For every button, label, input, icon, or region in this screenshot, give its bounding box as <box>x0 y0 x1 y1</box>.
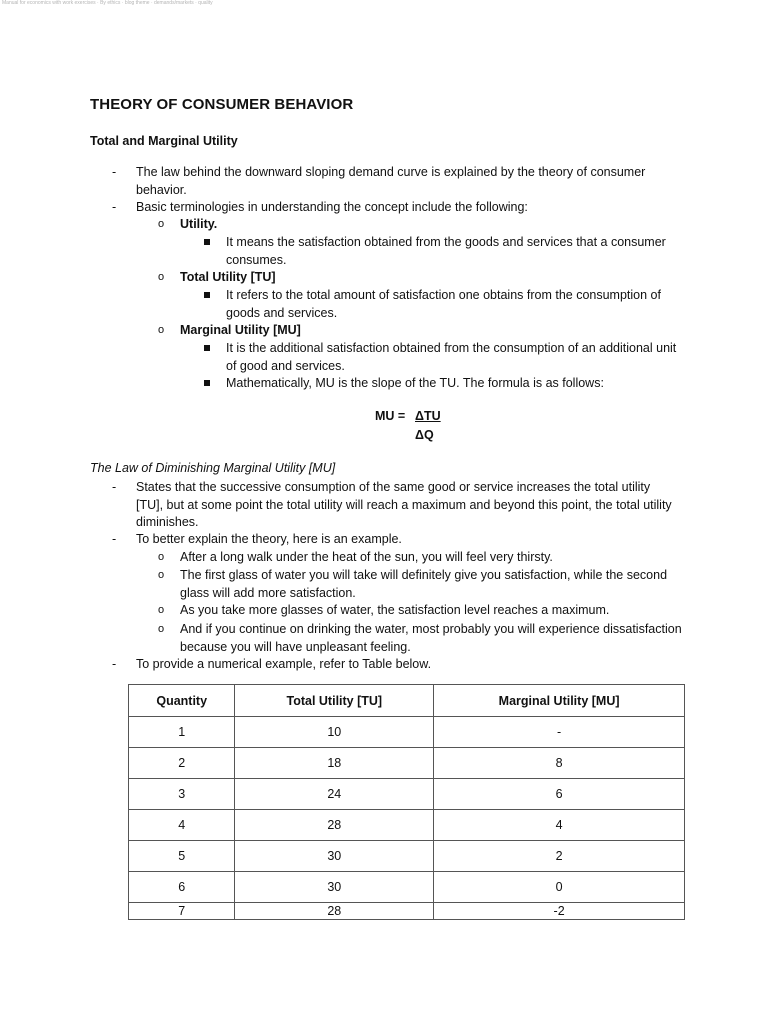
dash-marker: - <box>112 657 117 671</box>
term-mu-desc: It is the additional satisfaction obtained from the consumption of an additional unit of good and services. <box>226 341 677 373</box>
dash-marker: - <box>112 200 117 214</box>
cell-mu: - <box>434 717 685 748</box>
cell-mu: -2 <box>434 903 685 920</box>
square-bullet-icon <box>204 380 210 386</box>
circle-marker: o <box>158 604 165 616</box>
example-item: As you take more glasses of water, the satisfaction level reaches a maximum. <box>180 603 610 617</box>
square-bullet-icon <box>204 292 210 298</box>
cell-mu: 8 <box>434 748 685 779</box>
table-row <box>129 748 685 779</box>
cell-quantity: 4 <box>129 810 235 841</box>
cell-tu: 18 <box>235 748 434 779</box>
term-utility-desc: It means the satisfaction obtained from the goods and services that a consumer consumes. <box>226 235 666 267</box>
bullet-example-intro: To better explain the theory, here is an example. <box>136 532 402 546</box>
square-bullet-icon <box>204 239 210 245</box>
cell-tu: 28 <box>235 810 434 841</box>
table-row <box>129 872 685 903</box>
cell-quantity: 6 <box>129 872 235 903</box>
cell-tu: 24 <box>235 779 434 810</box>
table-row <box>129 903 685 920</box>
circle-marker: o <box>158 623 165 635</box>
circle-marker: o <box>158 271 165 283</box>
header-note: Manual for economics with work exercises · By ethics · blog theme · demands/markets · quality <box>2 0 213 6</box>
example-item: The first glass of water you will take will definitely give you satisfaction, while the second glass will add more satisfaction. <box>180 568 668 600</box>
term-tu-desc: It refers to the total amount of satisfaction one obtains from the consumption of goods and services. <box>226 288 661 320</box>
term-mu-formula-intro: Mathematically, MU is the slope of the TU. The formula is as follows: <box>226 376 604 390</box>
bullet-terminologies: Basic terminologies in understanding the concept include the following: <box>136 200 528 214</box>
circle-marker: o <box>158 218 165 230</box>
bullet-demand-curve: The law behind the downward sloping demand curve is explained by the theory of consumer behavior. <box>136 165 646 197</box>
circle-marker: o <box>158 569 165 581</box>
cell-tu: 30 <box>235 872 434 903</box>
term-tu-label: Total Utility [TU] <box>180 270 276 284</box>
cell-quantity: 3 <box>129 779 235 810</box>
cell-mu: 6 <box>434 779 685 810</box>
dash-marker: - <box>112 532 117 546</box>
cell-tu: 30 <box>235 841 434 872</box>
formula-numerator: ΔTU <box>415 409 441 423</box>
formula-denominator: ΔQ <box>415 428 434 442</box>
dash-marker: - <box>112 480 117 494</box>
cell-quantity: 5 <box>129 841 235 872</box>
page-title: THEORY OF CONSUMER BEHAVIOR <box>90 96 354 113</box>
term-mu-label: Marginal Utility [MU] <box>180 323 301 337</box>
cell-tu: 10 <box>235 717 434 748</box>
term-utility-label: Utility. <box>180 217 218 231</box>
cell-tu: 28 <box>235 903 434 920</box>
cell-mu: 4 <box>434 810 685 841</box>
header-total-utility: Total Utility [TU] <box>235 685 434 717</box>
table-row <box>129 810 685 841</box>
cell-mu: 0 <box>434 872 685 903</box>
table-row <box>129 779 685 810</box>
utility-table <box>128 684 685 920</box>
header-quantity: Quantity <box>129 685 235 717</box>
square-bullet-icon <box>204 345 210 351</box>
cell-quantity: 1 <box>129 717 235 748</box>
bullet-law-statement: States that the successive consumption of the same good or service increases the total utility [TU], but at some point the total utility will reach a maximum and beyond this point, the total utility diminishes. <box>136 480 672 529</box>
section-heading-diminishing-mu: The Law of Diminishing Marginal Utility [MU] <box>90 461 336 475</box>
section-subtitle: Total and Marginal Utility <box>90 134 238 148</box>
table-row <box>129 717 685 748</box>
bullet-table-ref: To provide a numerical example, refer to Table below. <box>136 657 432 671</box>
table-row <box>129 841 685 872</box>
table-header-row <box>129 685 685 717</box>
cell-quantity: 7 <box>129 903 235 920</box>
circle-marker: o <box>158 551 165 563</box>
circle-marker: o <box>158 324 165 336</box>
example-item: And if you continue on drinking the water, most probably you will experience dissatisfaction because you will have unpleasant feeling. <box>180 622 682 654</box>
formula-lhs: MU = <box>375 409 406 423</box>
cell-quantity: 2 <box>129 748 235 779</box>
header-marginal-utility: Marginal Utility [MU] <box>434 685 685 717</box>
example-item: After a long walk under the heat of the sun, you will feel very thirsty. <box>180 550 553 564</box>
dash-marker: - <box>112 165 117 179</box>
cell-mu: 2 <box>434 841 685 872</box>
